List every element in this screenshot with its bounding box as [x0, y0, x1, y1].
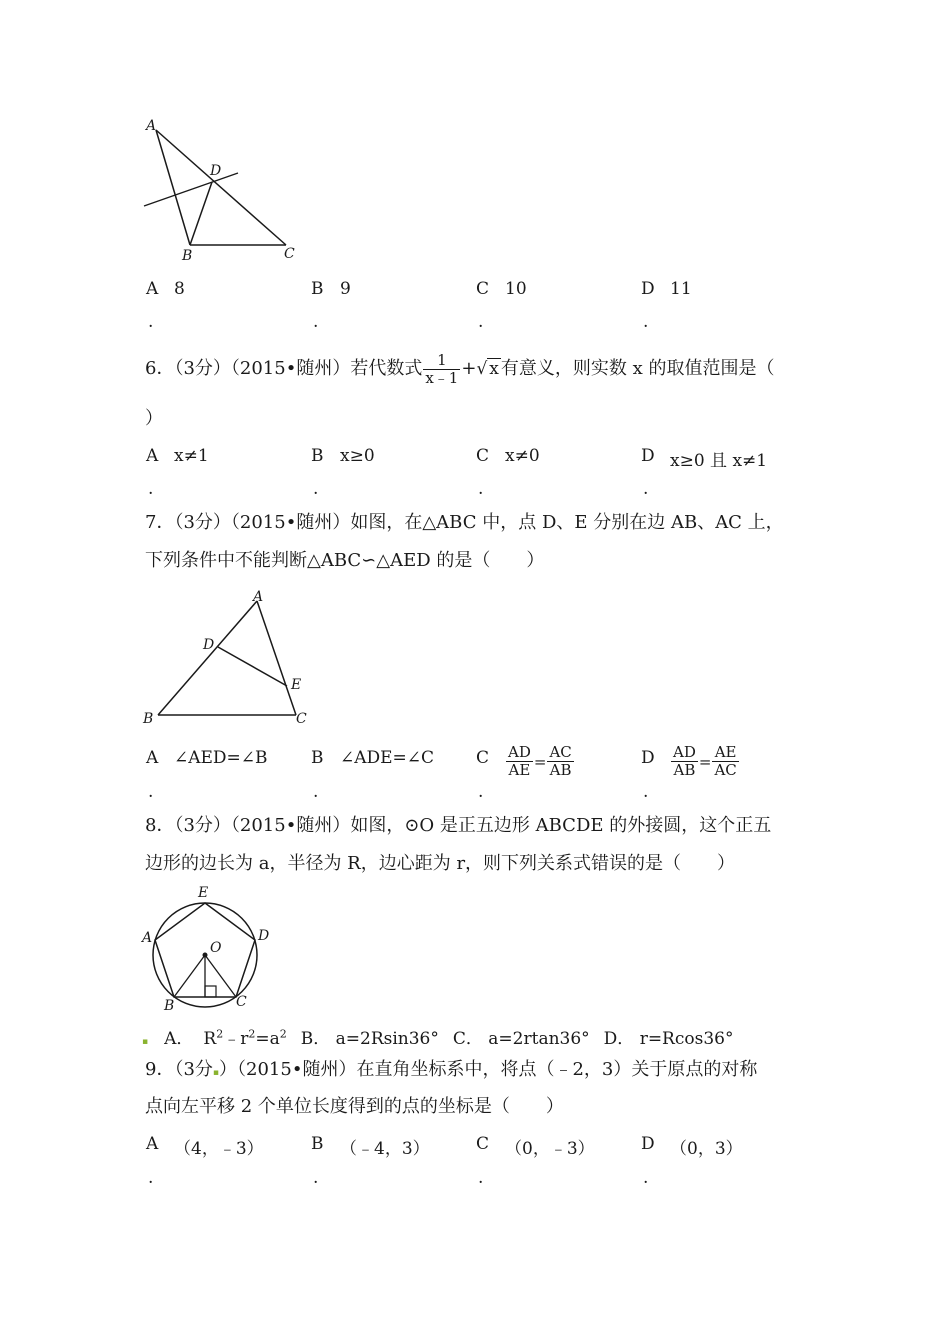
q7c-den1: AE — [508, 761, 531, 779]
q8a-eq: =a — [255, 1029, 280, 1049]
q9-line1b: ）（2015•随州）在直角坐标系中，将点（﹣2，3）关于原点的对称 — [219, 1059, 758, 1080]
q9-option-b-text[interactable]: （﹣4，3） — [340, 1139, 430, 1159]
q7-option-a-text[interactable]: ∠AED=∠B — [174, 748, 268, 768]
q8-line2: 边形的边长为 a，半径为 R，边心距为 r，则下列关系式错误的是（ ） — [145, 853, 736, 874]
q6-prefix: 6．（3分）（2015•随州）若代数式 — [145, 358, 423, 379]
fig8-label-b: B — [164, 998, 175, 1014]
q8-option-d[interactable]: D． r=Rcos36° — [603, 1029, 734, 1049]
q6-option-d-dot: . — [643, 479, 649, 499]
fig8-label-e: E — [198, 885, 209, 901]
q8-options — [142, 1024, 733, 1049]
q6-option-a-text[interactable]: x≠1 — [174, 446, 209, 466]
q8-option-b[interactable]: B． a=2Rsin36° — [300, 1029, 439, 1049]
q7-option-a-letter[interactable]: A — [146, 748, 159, 768]
fig8-label-o: O — [210, 940, 222, 956]
q7-option-d-expr[interactable] — [670, 744, 740, 779]
q6-frac-den: x﹣1 — [425, 368, 459, 387]
q9-option-d-letter[interactable]: D — [641, 1134, 655, 1154]
q9-option-d-dot: . — [643, 1168, 649, 1188]
q9-option-b-letter[interactable]: B — [311, 1134, 324, 1154]
q7d-eq: = — [698, 752, 712, 771]
q5-option-a-text[interactable]: 8 — [174, 279, 185, 299]
q6-plus: + — [461, 358, 477, 379]
q9-option-a-letter[interactable]: A — [146, 1134, 159, 1154]
q8a-r: R — [203, 1029, 217, 1049]
q8a-exp1: 2 — [216, 1027, 224, 1041]
fig8-label-d: D — [258, 928, 270, 944]
q7d-den2: AC — [714, 761, 737, 779]
q7c-eq: = — [533, 752, 547, 771]
q8-bullet: ▪ — [142, 1037, 149, 1047]
q9-option-c-text[interactable]: （0，﹣3） — [505, 1139, 595, 1159]
fig7-label-a: A — [253, 589, 264, 605]
fig7-label-e: E — [291, 677, 302, 693]
fig8-label-a: A — [142, 930, 153, 946]
q7-option-b-text[interactable]: ∠ADE=∠C — [340, 748, 435, 768]
q5-option-a-dot: . — [148, 312, 154, 332]
q5-option-d-letter[interactable]: D — [641, 279, 655, 299]
q9-line1a: 9．（3分 — [145, 1059, 213, 1080]
q6-option-c-dot: . — [478, 479, 484, 499]
figure-q8-pentagon — [138, 880, 278, 1015]
figure-q5-triangle — [138, 112, 308, 267]
q9-option-d-text[interactable]: （0，3） — [670, 1139, 743, 1159]
fig7-label-c: C — [296, 711, 307, 727]
q7-option-c-expr[interactable] — [505, 744, 575, 779]
q9-option-c-dot: . — [478, 1168, 484, 1188]
q5-option-b-letter[interactable]: B — [311, 279, 324, 299]
fig5-label-b: B — [182, 248, 193, 264]
q6-option-d-text[interactable]: x≥0 且 x≠1 — [670, 451, 768, 471]
q6-option-b-letter[interactable]: B — [311, 446, 324, 466]
q6-option-a-dot: . — [148, 479, 154, 499]
q7-line2: 下列条件中不能判断△ABC∽△AED 的是（ ） — [145, 550, 545, 571]
q8a-mid: ﹣r — [223, 1029, 249, 1049]
q6-sqrt-rad: x — [489, 359, 499, 379]
q7-line1: 7．（3分）（2015•随州）如图，在△ABC 中，点 D、E 分别在边 AB、AC 上， — [145, 512, 784, 533]
fig8-label-c: C — [236, 994, 247, 1010]
q8-option-c[interactable]: C． a=2rtan36° — [452, 1029, 590, 1049]
q9-line1 — [145, 1059, 757, 1084]
q5-option-a-letter[interactable]: A — [146, 279, 159, 299]
q8-option-a-label[interactable]: A． — [164, 1029, 194, 1049]
q5-option-c-dot: . — [478, 312, 484, 332]
q6-frac-num: 1 — [423, 352, 460, 370]
q7d-den1: AB — [673, 761, 696, 779]
q7-option-a-dot: . — [148, 782, 154, 802]
q5-option-c-letter[interactable]: C — [476, 279, 490, 299]
q7d-num2: AE — [712, 744, 738, 762]
q7-option-d-dot: . — [643, 782, 649, 802]
q7-option-c-dot: . — [478, 782, 484, 802]
q9-bullet: ▪ — [212, 1068, 220, 1078]
fig7-label-d: D — [203, 637, 215, 653]
q6-option-c-letter[interactable]: C — [476, 446, 490, 466]
q8a-exp3: 2 — [279, 1027, 287, 1041]
q7-option-c-letter[interactable]: C — [476, 748, 490, 768]
fig7-label-b: B — [143, 711, 154, 727]
q7-option-b-dot: . — [313, 782, 319, 802]
q7-option-b-letter[interactable]: B — [311, 748, 324, 768]
q6-stem — [145, 347, 774, 391]
q6-option-b-dot: . — [313, 479, 319, 499]
q5-option-c-text[interactable]: 10 — [505, 279, 527, 299]
fig5-label-a: A — [146, 118, 157, 134]
q6-option-c-text[interactable]: x≠0 — [505, 446, 540, 466]
q6-line2: ） — [145, 408, 163, 429]
q7-option-d-letter[interactable]: D — [641, 748, 655, 768]
q8a-exp2: 2 — [248, 1027, 256, 1041]
q7d-num1: AD — [673, 743, 696, 761]
q8-option-a-expr[interactable] — [203, 1024, 286, 1049]
figure-q7-triangle — [138, 585, 318, 730]
q9-option-a-dot: . — [148, 1168, 154, 1188]
q6-suffix: 有意义，则实数 x 的取值范围是（ — [500, 358, 775, 379]
q9-line2: 点向左平移 2 个单位长度得到的点的坐标是（ ） — [145, 1096, 564, 1117]
fig5-label-d: D — [210, 163, 222, 179]
q5-option-d-dot: . — [643, 312, 649, 332]
fig5-label-c: C — [284, 246, 295, 262]
q9-option-c-letter[interactable]: C — [476, 1134, 490, 1154]
q6-option-d-letter[interactable]: D — [641, 446, 655, 466]
q7c-num1: AD — [508, 743, 531, 761]
q6-option-b-text[interactable]: x≥0 — [340, 446, 375, 466]
q5-option-d-text[interactable]: 11 — [670, 279, 692, 299]
q6-option-a-letter[interactable]: A — [146, 446, 159, 466]
q6-fraction — [423, 352, 460, 387]
q5-option-b-dot: . — [313, 312, 319, 332]
q6-sqrt: √ x — [476, 359, 499, 379]
q5-option-b-text[interactable]: 9 — [340, 279, 351, 299]
q7c-den2: AB — [549, 761, 572, 779]
q9-option-a-text[interactable]: （4，﹣3） — [174, 1139, 264, 1159]
q9-option-b-dot: . — [313, 1168, 319, 1188]
q8-line1: 8．（3分）（2015•随州）如图，⊙O 是正五边形 ABCDE 的外接圆，这个正五 — [145, 815, 772, 836]
q7c-num2: AC — [549, 743, 572, 761]
